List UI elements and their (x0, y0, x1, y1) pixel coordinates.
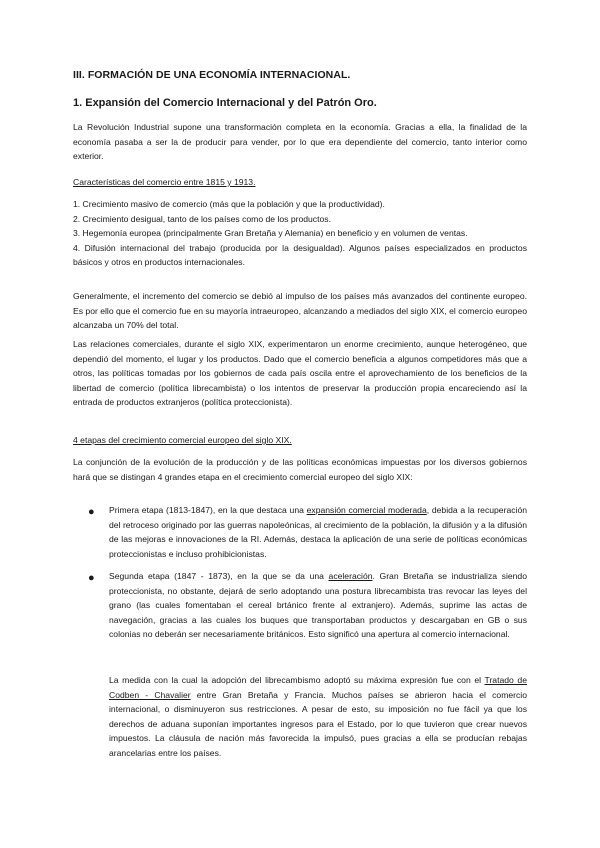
bullet-icon: ● (88, 572, 95, 584)
list-item: 4. Difusión internacional del trabajo (producida por la desigualdad). Algunos países especializados en productos básicos y otros en productos internacionales. (73, 242, 527, 268)
relations-paragraph: Las relaciones comerciales, durante el siglo XIX, experimentaron un enorme crecimiento, aunque heterogéneo, que dependió del momento, el lugar y los productos. Dado que el comercio beneficia a algunos competidores más que a otros, las políticas tomadas por los gobiernos de cada país oscila entre el aprovechamiento de los beneficios de la libertad de comercio (política librecambista) o los intentos de preservar la producción propia encareciendo así la entrada de productos extranjeros (política proteccionista). (73, 339, 527, 408)
stage-second-emphasis: aceleración (328, 571, 373, 581)
subsection-title: 1. Expansión del Comercio Internacional y del Patrón Oro. (73, 97, 377, 109)
stages-heading: 4 etapas del crecimiento comercial europeo del siglo XIX. (73, 435, 292, 445)
list-item: 3. Hegemonía europea (principalmente Gran Bretaña y Alemania) en beneficio y en volumen de ventas. (73, 228, 468, 239)
stage-second: Segunda etapa (1847 - 1873), en la que se da una aceleración. Gran Bretaña se industrializa siendo proteccionista, no obstante, dejará de serlo adoptando una postura librecambista tras revocar las leyes del grano (las cuales fomentaban el cereal brtánico frente al extranjero). Además, suprime las actas de navegación, gracias a las cuales los buques que transportaban productos y descargaban en GB o sus colonias no deberán ser necesariamente británicos. Esto significó una apertura al comercio internacional. (109, 571, 527, 640)
intro-paragraph: La Revolución Industrial supone una transformación completa en la economía. Gracias a ella, la finalidad de la economía pasaba a ser la de producir para vender, por lo que era dependiente del comercio, tanto interior como exterior. (73, 122, 527, 162)
stage-second-extra: La medida con la cual la adopción del librecambismo adoptó su máxima expresión fue con el Tratado de Codben - Chavalier entre Gran Bretaña y Francia. Muchos países se abrieron hacia el comercio internacional, o disminuyeron sus restricciones. A pesar de esto, su imposición no fue fácil ya que los derechos de aduana suponían importantes ingresos para el Estado, por lo que tuvieron que crear nuevos impuestos. La cláusula de nación más favorecida la impulsó, pues gracias a ella se producían rebajas arancelarias entre los países. (109, 675, 527, 758)
bullet-icon: ● (88, 506, 95, 518)
section-title: III. FORMACIÓN DE UNA ECONOMÍA INTERNACIONAL. (73, 69, 351, 81)
characteristics-heading: Características del comercio entre 1815 y 1913. (73, 177, 256, 187)
stage-first-emphasis: expansión comercial moderada (306, 505, 427, 515)
general-paragraph: Generalmente, el incremento del comercio se debió al impulso de los países más avanzados del continente europeo. Es por ello que el comercio fue en su mayoría intraeuropeo, alcanzando a mediados del siglo XIX, el comercio europeo alcanzaba un 70% del total. (73, 291, 527, 331)
list-item: 2. Crecimiento desigual, tanto de los países como de los productos. (73, 213, 331, 224)
stage-first: Primera etapa (1813-1847), en la que destaca una expansión comercial moderada, debida a la recuperación del retroceso originado por las guerras napoleónicas, al crecimiento de la población, la difusión y a la difusión de las mejoras e innovaciones de la RI. Además, destaca la aplicación de una serie de políticas económicas proteccionistas e incluso prohibicionistas. (109, 505, 527, 559)
characteristics-list (73, 197, 527, 270)
treaty-name: Tratado de Codben - Chavalier (109, 675, 527, 700)
stages-intro-paragraph: La conjunción de la evolución de la producción y de las políticas económicas impuestas por los diversos gobiernos hará que se distingan 4 grandes etapa en el crecimiento comercial europeo del siglo XIX: (73, 457, 527, 482)
list-item: 1. Crecimiento masivo de comercio (más que la población y que la productividad). (73, 199, 385, 209)
